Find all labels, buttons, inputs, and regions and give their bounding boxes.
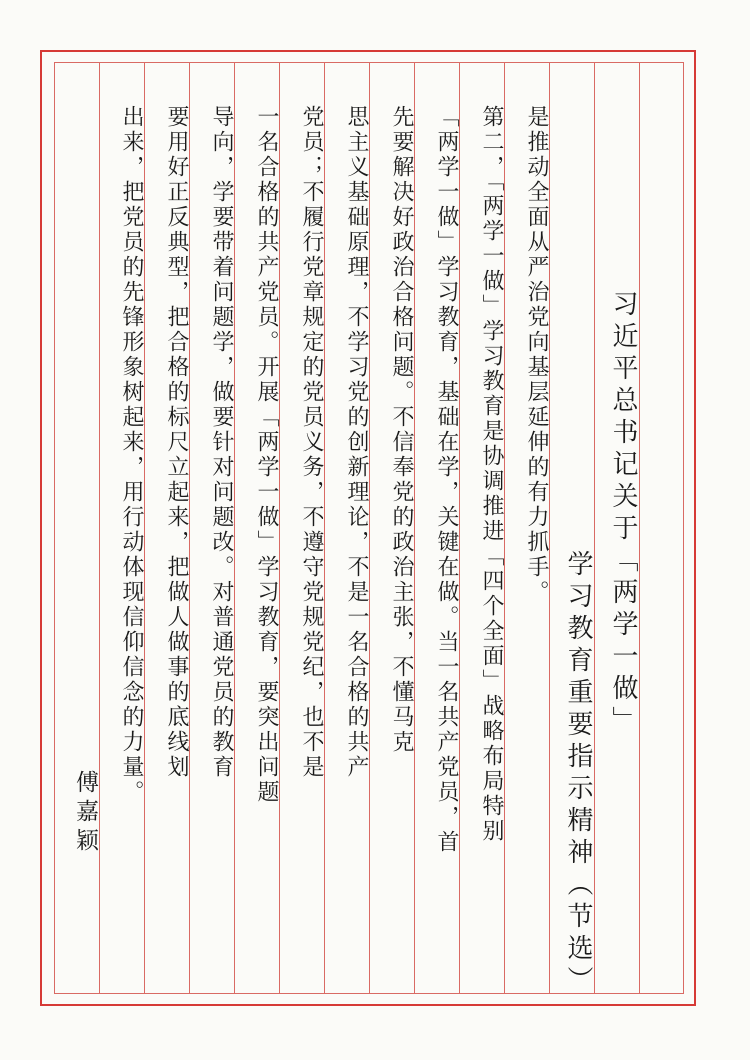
- text-column-10: 出来，把党员的先锋形象树起来，用行动体现信仰信念的力量。: [119, 105, 144, 805]
- author-signature: 傅嘉颖: [72, 770, 98, 857]
- text-column-9: 要用好正反典型，把合格的标尺立起来，把做人做事的底线划: [164, 105, 189, 780]
- text-column-1: 是推动全面从严治党向基层延伸的有力抓手。: [524, 105, 549, 605]
- page-subtitle: 学习教育重要指示精神（节选）: [563, 550, 593, 998]
- text-column-3: 先要解决好政治合格问题。不信奉党的政治主张，不懂马克: [389, 105, 414, 755]
- text-column-5: 思主义基础原理，不学习党的创新理论，不是一名合格的共产: [344, 105, 369, 780]
- text-column-6: 党员；不履行党章规定的党员义务，不遵守党规党纪，也不是: [299, 105, 324, 780]
- text-column-2: 第二，「两学一做」学习教育是协调推进「四个全面」战略布局特别: [479, 105, 504, 844]
- text-column-7: 一名合格的共产党员。开展「两学一做」学习教育，要突出问题: [254, 105, 279, 805]
- page-title: 习近平总书记关于「两学一做」: [608, 290, 638, 738]
- text-column-8: 导向，学要带着问题学，做要针对问题改。对普通党员的教育: [209, 105, 234, 780]
- text-column-4: 「两学一做」学习教育，基础在学，关键在做。当一名共产党员，首: [434, 105, 459, 855]
